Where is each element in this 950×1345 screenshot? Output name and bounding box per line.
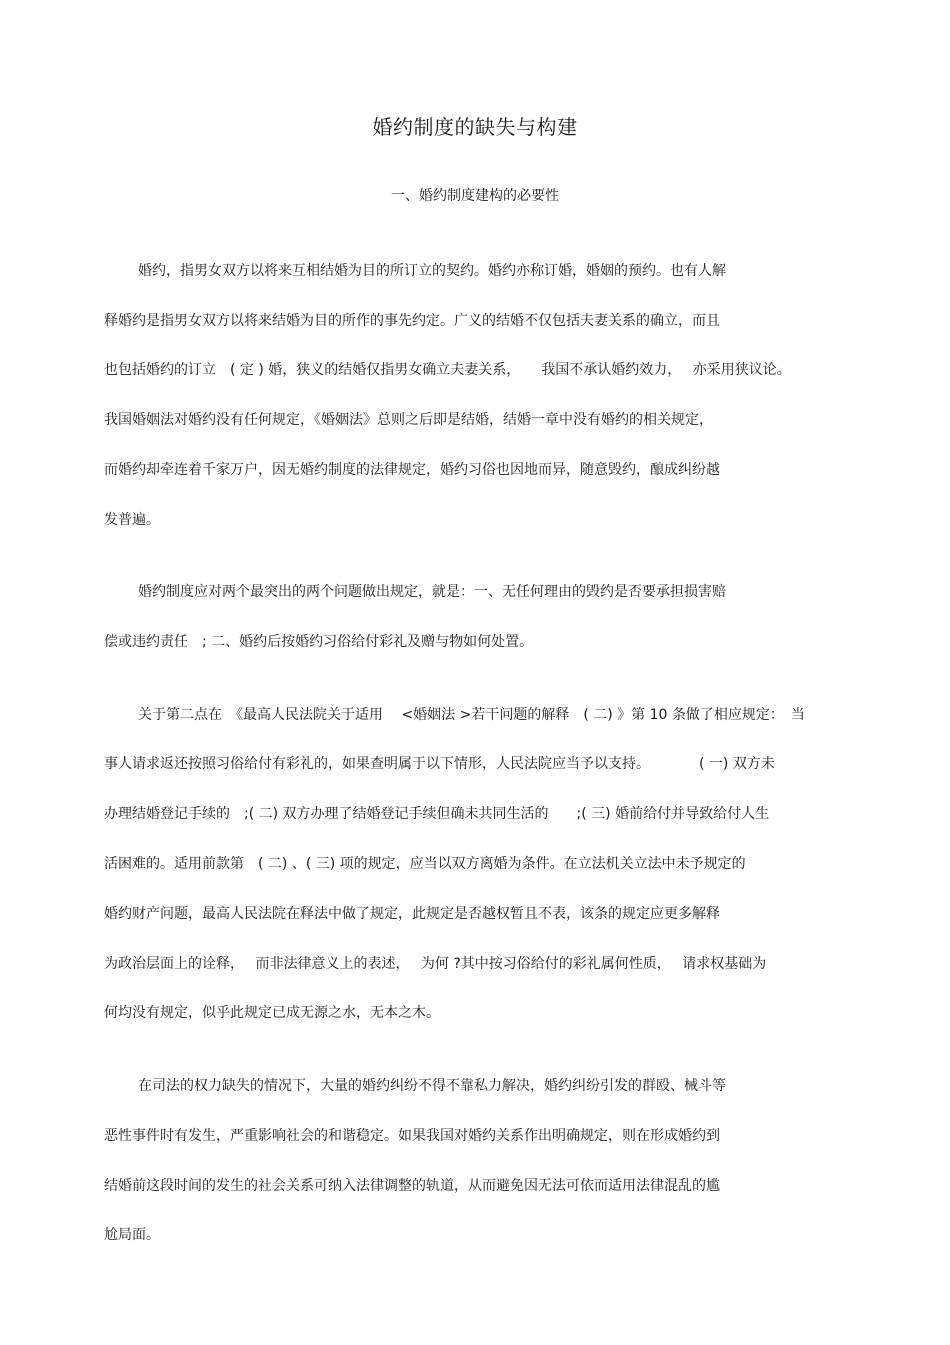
section-heading: 一、婚约制度建构的必要性 (391, 188, 559, 204)
paragraph-line: 发普遍。 (104, 512, 160, 528)
paragraph-line: 婚约制度应对两个最突出的两个问题做出规定，就是：一、无任何理由的毁约是否要承担损害赔 (138, 584, 726, 600)
paragraph-line: 活困难的。适用前款第 ( 二) 、( 三) 项的规定，应当以双方离婚为条件。在立法机关立法中未予规定的 (104, 856, 746, 872)
paragraph-line: 事人请求返还按照习俗给付有彩礼的，如果查明属于以下情形，人民法院应当予以支持。 ( 一) 双方未 (104, 756, 775, 772)
paragraph-line: 婚约，指男女双方以将来互相结婚为目的所订立的契约。婚约亦称订婚，婚姻的预约。也有人解 (138, 263, 726, 279)
paragraph-line: 结婚前这段时间的发生的社会关系可纳入法律调整的轨道，从而避免因无法可依而适用法律混乱的尴 (104, 1178, 720, 1194)
paragraph-line: 释婚约是指男女双方以将来结婚为目的所作的事先约定。广义的结婚不仅包括夫妻关系的确立，而且 (104, 313, 720, 329)
paragraph-line: 在司法的权力缺失的情况下，大量的婚约纠纷不得不靠私力解决，婚约纠纷引发的群殴、械斗等 (138, 1078, 726, 1094)
paragraph-line: 偿或违约责任 ; 二、婚约后按婚约习俗给付彩礼及赠与物如何处置。 (104, 634, 534, 650)
document-title: 婚约制度的缺失与构建 (372, 115, 578, 139)
paragraph-line: 办理结婚登记手续的 ;( 二) 双方办理了结婚登记手续但确未共同生活的 ;( 三) 婚前给付并导致给付人生 (104, 806, 770, 822)
paragraph-line: 婚约财产问题，最高人民法院在释法中做了规定，此规定是否越权暂且不表，该条的规定应更多解释 (104, 906, 720, 922)
paragraph-line: 我国婚姻法对婚约没有任何规定，《婚姻法》总则之后即是结婚，结婚一章中没有婚约的相关规定， (104, 412, 713, 428)
paragraph-line: 尬局面。 (104, 1227, 160, 1243)
paragraph-line: 也包括婚约的订立 ( 定 ) 婚，狭义的结婚仅指男女确立夫妻关系， 我国不承认婚约效力， 亦采用狭议论。 (104, 362, 791, 378)
paragraph-line: 关于第二点在 《最高人民法院关于适用 <婚姻法 >若干问题的解释 ( 二) 》第 10 条做了相应规定： 当 (138, 707, 805, 723)
paragraph-line: 为政治层面上的诠释， 而非法律意义上的表述， 为何 ?其中按习俗给付的彩礼属何性质， 请求权基础为 (104, 956, 767, 972)
paragraph-line: 何均没有规定，似乎此规定已成无源之水，无本之木。 (104, 1005, 440, 1021)
paragraph-line: 恶性事件时有发生，严重影响社会的和谐稳定。如果我国对婚约关系作出明确规定，则在形成婚约到 (104, 1128, 720, 1144)
paragraph-line: 而婚约却牵连着千家万户，因无婚约制度的法律规定，婚约习俗也因地而异，随意毁约，酿成纠纷越 (104, 462, 720, 478)
